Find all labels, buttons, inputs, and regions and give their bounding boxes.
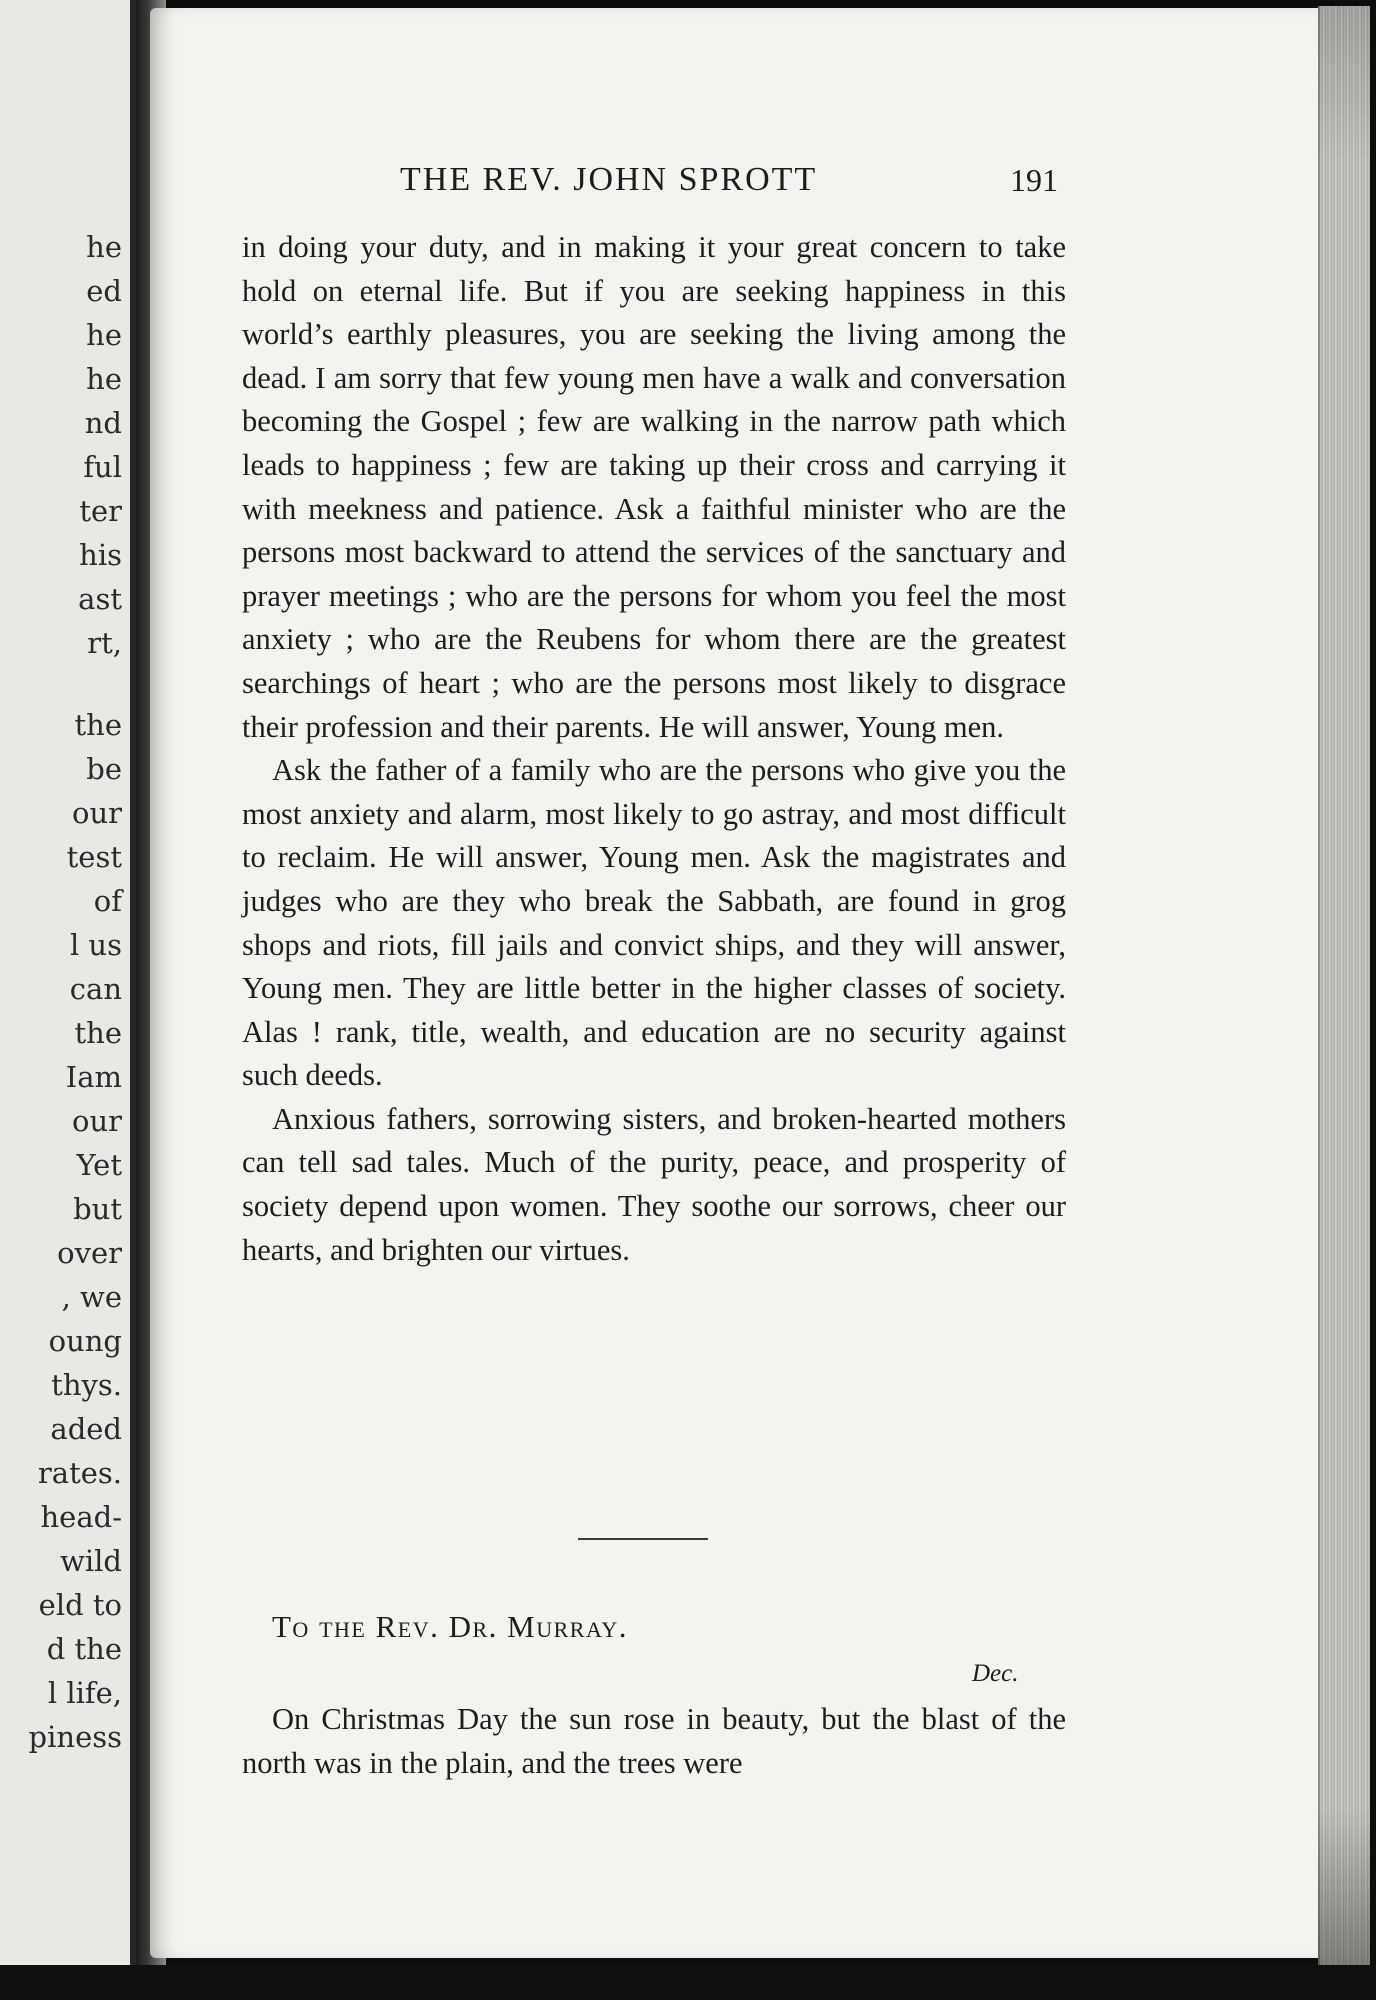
left-page-line-fragment: d the [46,1632,122,1666]
left-page-line-fragment: but [73,1192,122,1226]
left-page-line-fragment: our [72,796,122,830]
left-page-line-fragment: thys. [51,1368,122,1402]
left-page-line-fragment: of [93,884,122,918]
left-page-line-fragment: aded [50,1412,122,1446]
paragraph: in doing your duty, and in making it your great concern to take hold on eternal life. But if you are seeking happiness in this world’s earthly pleasures, you are seeking the living among the dead. I am sorry that few young men have a walk and conversation becoming the Gospel ; few are walking in the narrow path which leads to happiness ; few are taking up their cross and carrying it with meekness and patience. Ask a faithful minister who are the persons most backward to attend the services of the sanctuary and prayer meetings ; who are the persons for whom you feel the most anxiety ; who are the Reubens for whom there are the greatest searchings of heart ; who are the persons most likely to disgrace their profession and their parents. He will answer, Young men. [242,230,1066,744]
left-page-line-fragment: he [86,362,122,396]
left-page-line-fragment: ast [78,582,122,616]
left-page-line-fragment: Yet [76,1148,122,1182]
left-page-line-fragment: can [69,972,122,1006]
left-page-line-fragment: he [86,318,122,352]
left-page-line-fragment: l life, [47,1676,122,1710]
left-page-line-fragment: test [66,840,122,874]
running-head [150,158,1325,202]
left-page-line-fragment: eld to [38,1588,122,1622]
left-page-line-fragment: rates. [37,1456,122,1490]
left-page-line-fragment: wild [60,1544,122,1578]
left-page-line-fragment: over [57,1236,122,1270]
previous-page-fragment [0,0,136,1965]
left-page-line-fragment: l us [69,928,122,962]
page-number: 191 [1010,162,1058,198]
left-page-line-fragment: ful [83,450,122,484]
paragraph: Ask the father of a family who are the persons who give you the most anxiety and alarm, most likely to go astray, and most difficult to reclaim. He will answer, Young men. Ask the magistrates and judges who are they who break the Sabbath, are found in grog shops and riots, fill jails and convict ships, and they will answer, Young men. They are little better in the higher classes of society. Alas ! rank, title, wealth, and education are no security against such deeds. [242,753,1066,1093]
left-page-line-fragment: nd [84,406,122,440]
left-page-line-fragment: ed [86,274,122,308]
left-page-line-fragment: Iam [65,1060,122,1094]
body-text [242,226,1066,1272]
left-page-line-fragment: head- [40,1500,122,1534]
left-page-line-fragment: his [79,538,122,572]
paragraph: On Christmas Day the sun rose in beauty, but the blast of the north was in the plain, and the trees were [242,1702,1066,1780]
left-page-line-fragment: ter [79,494,122,528]
page-edges-shade [1318,6,1370,1966]
left-page-line-fragment: he [86,230,122,264]
left-page-line-fragment: , we [61,1280,122,1314]
running-title: THE REV. JOHN SPROTT [400,161,818,198]
letter-body [242,1698,1066,1785]
paragraph: Anxious fathers, sorrowing sisters, and broken-hearted mothers can tell sad tales. Much of the purity, peace, and prosperity of society depend upon women. They soothe our sorrows, cheer our hearts, and brighten our virtues. [242,1101,1066,1267]
book-page [150,8,1325,1958]
section-divider [578,1538,708,1540]
left-page-line-fragment: piness [28,1720,122,1754]
left-page-line-fragment: be [86,752,122,786]
letter-heading-text: To the Rev. Dr. Murray. [272,1609,628,1644]
letter-dateline: Dec. [972,1660,1019,1687]
letter-heading [272,1605,628,1649]
left-page-line-fragment: our [72,1104,122,1138]
left-page-line-fragment: oung [48,1324,122,1358]
left-page-line-fragment: the [74,708,122,742]
scan-bottom-border [0,1965,1376,2000]
left-page-line-fragment: rt, [87,626,122,660]
left-page-line-fragment: the [74,1016,122,1050]
